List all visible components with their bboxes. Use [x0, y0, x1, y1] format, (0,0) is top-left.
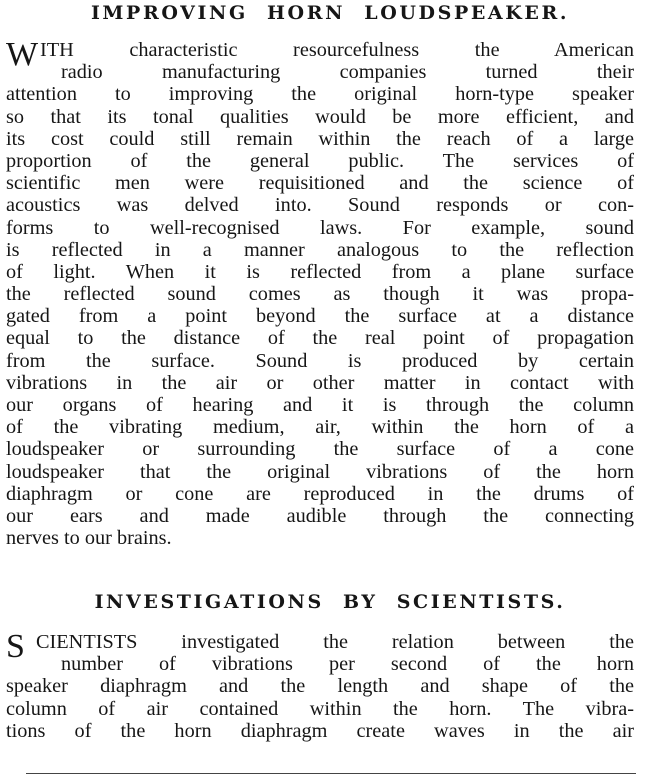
section-heading-investigations-by-scientists: INVESTIGATIONS BY SCIENTISTS. [94, 591, 566, 613]
text-line: vibrations in the air or other matter in contact with [6, 371, 634, 394]
text-line: so that its tonal qualities would be more efficient, and [6, 105, 634, 128]
drop-cap: W [6, 36, 39, 73]
text-line: tions of the horn diaphragm create waves in the air [6, 719, 634, 742]
text-line: loudspeaker that the original vibrations of the horn [6, 460, 634, 483]
text-line: our organs of hearing and it is through the column [6, 394, 634, 416]
text-line: loudspeaker or surrounding the surface of a cone [6, 438, 634, 461]
text-line: gated from a point beyond the surface at a distance [6, 305, 634, 328]
paragraph-improving-horn-loudspeaker [6, 36, 634, 550]
text-line: radio manufacturing companies turned their [61, 61, 634, 84]
text-line: our ears and made audible through the connecting [6, 504, 634, 527]
text-line: CIENTISTS investigated the relation between the [36, 631, 634, 653]
text-line: attention to improving the original horn-type speaker [6, 83, 634, 106]
text-line: speaker diaphragm and the length and shape of the [6, 675, 634, 698]
text-line: of the vibrating medium, air, within the horn of a [6, 416, 634, 439]
text-line: diaphragm or cone are reproduced in the drums of [6, 482, 634, 505]
bottom-rule [26, 773, 636, 774]
text-line: its cost could still remain within the reach of a large [6, 127, 634, 150]
text-line: proportion of the general public. The services of [6, 149, 634, 172]
text-line: of light. When it is reflected from a plane surface [6, 260, 634, 283]
text-line: from the surface. Sound is produced by certain [6, 349, 634, 372]
drop-cap: S [6, 628, 25, 665]
text-line: forms to well-recognised laws. For example, sound [6, 216, 634, 239]
text-line: ITH characteristic resourcefulness the American [40, 39, 634, 61]
text-line: is reflected in a manner analogous to the reflection [6, 238, 634, 261]
text-line: scientific men were requisitioned and the science of [6, 172, 634, 195]
text-line: equal to the distance of the real point of propagation [6, 327, 634, 350]
text-line: acoustics was delved into. Sound responds or con- [6, 194, 634, 217]
text-line: column of air contained within the horn. The vibra- [6, 697, 634, 720]
text-line: nerves to our brains. [6, 527, 172, 550]
section-heading-improving-horn-loudspeaker: IMPROVING HORN LOUDSPEAKER. [90, 2, 570, 24]
paragraph-investigations-by-scientists [6, 628, 634, 742]
text-line: number of vibrations per second of the horn [61, 653, 634, 676]
text-line: the reflected sound comes as though it was propa- [6, 283, 634, 306]
